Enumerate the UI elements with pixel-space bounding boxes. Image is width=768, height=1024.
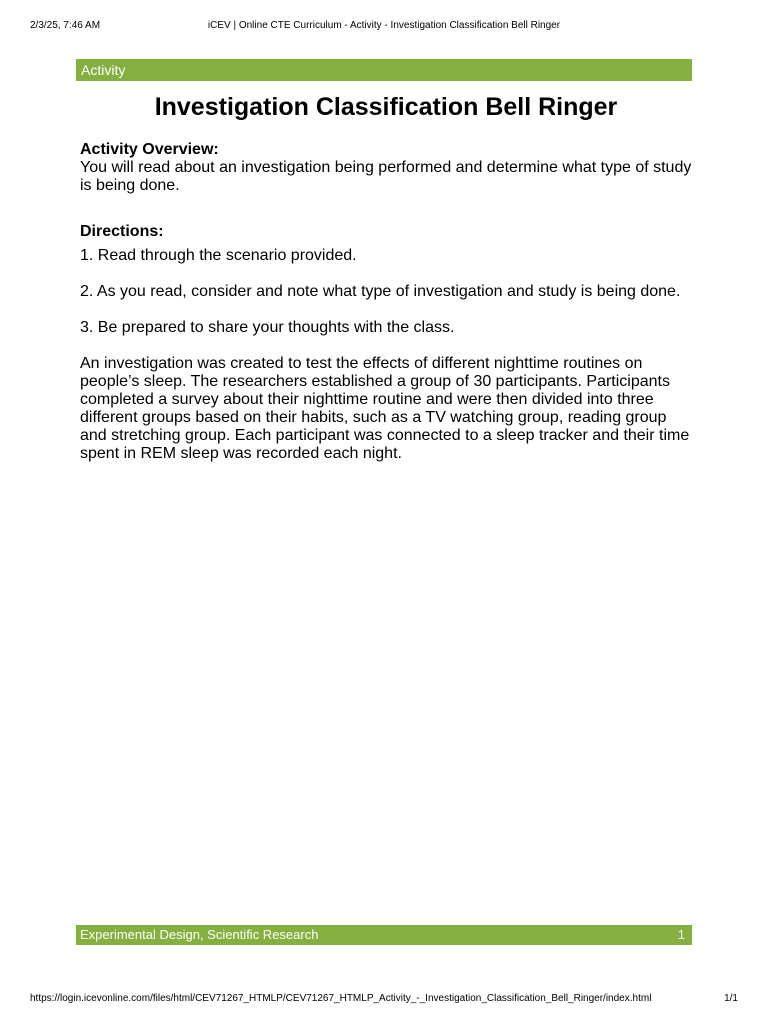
- direction-item: 1. Read through the scenario provided.: [80, 247, 357, 264]
- activity-overview-section: [80, 141, 692, 195]
- document-content: [80, 90, 692, 463]
- activity-banner-label: Activity: [81, 62, 126, 78]
- footer-banner: [76, 925, 692, 945]
- scenario-paragraph: An investigation was created to test the effects of different nighttime routines on people’s sleep. The researchers established a group of 30 participants. Participants completed a survey about their nighttime routine and were then divided into three different groups based on their habits, such as a TV watching group, reading group and stretching group. Each participant was connected to a sleep tracker and their time spent in REM sleep was recorded each night.: [80, 355, 690, 462]
- print-footer: [0, 992, 768, 1006]
- print-url: https://login.icevonline.com/files/html/CEV71267_HTMLP/CEV71267_HTMLP_Activity_-_Investigation_Classification_Bell_Ringer/index.html: [30, 993, 652, 1004]
- footer-tags: Experimental Design, Scientific Research: [80, 927, 319, 942]
- print-page-count: 1/1: [724, 993, 738, 1004]
- direction-item: 2. As you read, consider and note what type of investigation and study is being done.: [80, 283, 681, 300]
- print-header: [0, 19, 768, 33]
- print-page-title: iCEV | Online CTE Curriculum - Activity - Investigation Classification Bell Ringer: [207, 20, 561, 31]
- document-title: Investigation Classification Bell Ringer: [154, 93, 618, 121]
- activity-banner: [76, 59, 692, 81]
- activity-overview-heading: Activity Overview:: [80, 141, 219, 158]
- footer-page-number: 1: [677, 927, 685, 942]
- print-date: 2/3/25, 7:46 AM: [30, 20, 101, 31]
- direction-item: 3. Be prepared to share your thoughts with the class.: [80, 319, 455, 336]
- directions-section: [80, 223, 692, 337]
- directions-list: [80, 247, 692, 337]
- directions-heading: Directions:: [80, 223, 164, 240]
- activity-overview-text: You will read about an investigation being performed and determine what type of study is being done.: [80, 159, 692, 194]
